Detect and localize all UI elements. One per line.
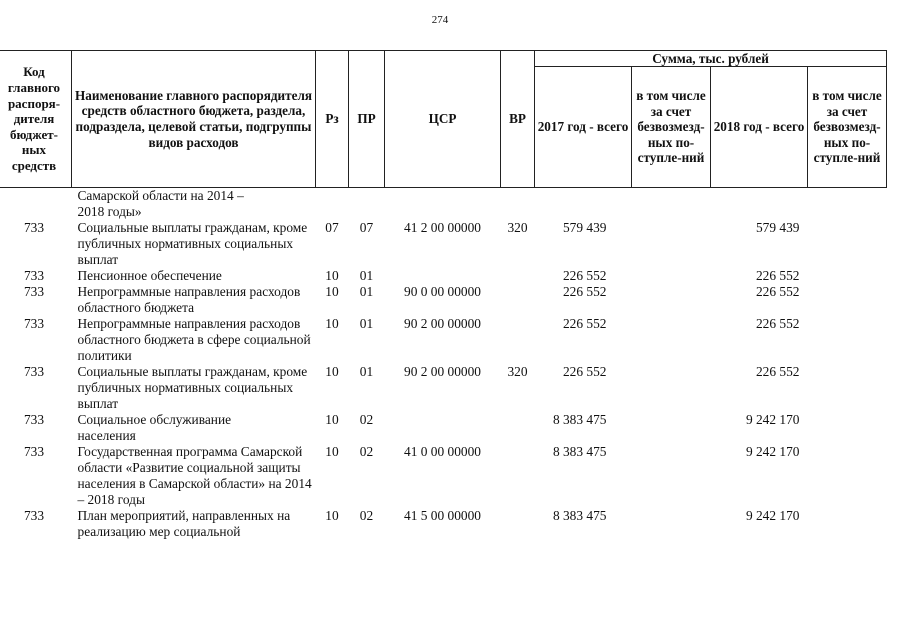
- row-total-2017: [535, 188, 632, 221]
- table-row: [0, 188, 887, 221]
- row-total-2017: 8 383 475: [552, 444, 607, 459]
- row-code: 733: [23, 220, 45, 235]
- row-gratuitous-2018: [808, 412, 887, 444]
- row-gratuitous-2018: [808, 188, 887, 221]
- row-gratuitous-2018: [808, 220, 887, 268]
- row-gratuitous-2018: [808, 444, 887, 508]
- table-header: [0, 51, 887, 188]
- row-total-2018: 226 552: [755, 364, 800, 379]
- table-row: [0, 284, 887, 316]
- row-pr: [349, 188, 385, 221]
- row-name: План мероприятий, направленных на реализацию мер социальной: [77, 508, 291, 539]
- header-vr: ВР: [501, 51, 535, 188]
- row-csr: [385, 188, 501, 221]
- row-code: 733: [23, 268, 45, 283]
- row-vr: [501, 284, 535, 316]
- row-total-2018: 579 439: [755, 220, 800, 235]
- row-code: 733: [23, 284, 45, 299]
- row-rz: [316, 188, 349, 221]
- header-sum-group: Сумма, тыс. рублей: [535, 51, 887, 67]
- row-name: Пенсионное обеспечение: [77, 268, 222, 283]
- row-gratuitous-2017: [632, 316, 711, 364]
- row-total-2018: 9 242 170: [745, 444, 800, 459]
- row-total-2018: 9 242 170: [745, 508, 800, 523]
- row-total-2018: 226 552: [755, 268, 800, 283]
- row-csr: [385, 268, 501, 284]
- page-number: 274: [431, 14, 449, 26]
- row-code: 733: [23, 508, 45, 523]
- row-name: Государственная программа Самарской области «Развитие социальной защиты населения в Самарской области» на 2014 – 2018 годы: [77, 444, 312, 507]
- row-pr: 07: [359, 220, 374, 235]
- row-pr: 01: [359, 284, 374, 299]
- row-pr: 02: [359, 444, 374, 459]
- row-pr: 02: [359, 508, 374, 523]
- row-gratuitous-2018: [808, 364, 887, 412]
- row-gratuitous-2018: [808, 268, 887, 284]
- row-total-2017: 579 439: [562, 220, 607, 235]
- row-total-2018: [711, 188, 808, 221]
- row-rz: 07: [325, 220, 339, 235]
- row-gratuitous-2017: [632, 284, 711, 316]
- row-name: Социальное обслуживание населения: [77, 412, 232, 443]
- row-rz: 10: [325, 364, 339, 379]
- header-code: Код главного распоря-дителя бюджет-ных средств: [0, 51, 72, 188]
- row-code: 733: [23, 412, 45, 427]
- header-total-2017: 2017 год - всего: [535, 67, 632, 188]
- row-name: Самарской области на 2014 – 2018 годы»: [77, 188, 244, 219]
- row-code: 733: [23, 444, 45, 459]
- row-rz: 10: [325, 508, 339, 523]
- row-rz: 10: [325, 268, 339, 283]
- header-gratuitous-2017: в том числе за счет безвозмезд-ных по-ступле-ний: [632, 67, 711, 188]
- row-code: 733: [23, 316, 45, 331]
- row-gratuitous-2018: [808, 284, 887, 316]
- row-total-2018: 9 242 170: [745, 412, 800, 427]
- header-name: Наименование главного распорядителя средств областного бюджета, раздела, подраздела, целевой статьи, подгруппы видов расходов: [72, 51, 316, 188]
- header-gratuitous-2018: в том числе за счет безвозмезд-ных по-ступле-ний: [808, 67, 887, 188]
- row-total-2017: 8 383 475: [552, 508, 607, 523]
- row-gratuitous-2017: [632, 220, 711, 268]
- header-rz: Рз: [316, 51, 349, 188]
- row-vr: 320: [507, 220, 528, 235]
- row-code: 733: [23, 364, 45, 379]
- row-vr: [501, 316, 535, 364]
- table-row: [0, 508, 887, 540]
- row-name: Непрограммные направления расходов областного бюджета в сфере социальной политики: [77, 316, 311, 363]
- row-code: [0, 188, 72, 221]
- row-total-2017: 226 552: [562, 284, 607, 299]
- row-gratuitous-2017: [632, 188, 711, 221]
- budget-table: [0, 50, 887, 540]
- row-gratuitous-2017: [632, 268, 711, 284]
- row-total-2017: 226 552: [562, 268, 607, 283]
- row-gratuitous-2018: [808, 508, 887, 540]
- row-vr: [501, 188, 535, 221]
- row-csr: 41 5 00 00000: [404, 508, 481, 523]
- row-vr: [501, 412, 535, 444]
- row-gratuitous-2017: [632, 412, 711, 444]
- row-total-2018: 226 552: [755, 284, 800, 299]
- table-body: [0, 188, 887, 541]
- row-name: Социальные выплаты гражданам, кроме публичных нормативных социальных выплат: [77, 220, 308, 267]
- row-csr: 90 0 00 00000: [404, 284, 481, 299]
- row-csr: [385, 412, 501, 444]
- row-gratuitous-2017: [632, 508, 711, 540]
- row-name: Социальные выплаты гражданам, кроме публичных нормативных социальных выплат: [77, 364, 308, 411]
- row-total-2017: 226 552: [562, 316, 607, 331]
- row-csr: 41 2 00 00000: [404, 220, 481, 235]
- row-pr: 01: [359, 364, 374, 379]
- row-pr: 01: [359, 316, 374, 331]
- row-rz: 10: [325, 284, 339, 299]
- table-row: [0, 444, 887, 508]
- row-vr: [501, 508, 535, 540]
- header-csr: ЦСР: [385, 51, 501, 188]
- row-rz: 10: [325, 316, 339, 331]
- row-total-2018: 226 552: [755, 316, 800, 331]
- table-row: [0, 316, 887, 364]
- row-total-2017: 8 383 475: [552, 412, 607, 427]
- row-gratuitous-2017: [632, 444, 711, 508]
- row-vr: 320: [507, 364, 528, 379]
- row-pr: 02: [359, 412, 374, 427]
- row-vr: [501, 268, 535, 284]
- row-gratuitous-2017: [632, 364, 711, 412]
- row-rz: 10: [325, 412, 339, 427]
- header-total-2018: 2018 год - всего: [711, 67, 808, 188]
- table-row: [0, 268, 887, 284]
- row-name: Непрограммные направления расходов областного бюджета: [77, 284, 301, 315]
- row-csr: 90 2 00 00000: [404, 316, 481, 331]
- header-pr: ПР: [349, 51, 385, 188]
- row-csr: 41 0 00 00000: [404, 444, 481, 459]
- row-pr: 01: [359, 268, 374, 283]
- row-csr: 90 2 00 00000: [404, 364, 481, 379]
- row-rz: 10: [325, 444, 339, 459]
- row-gratuitous-2018: [808, 316, 887, 364]
- row-vr: [501, 444, 535, 508]
- table-row: [0, 412, 887, 444]
- row-total-2017: 226 552: [562, 364, 607, 379]
- table-row: [0, 364, 887, 412]
- table-row: [0, 220, 887, 268]
